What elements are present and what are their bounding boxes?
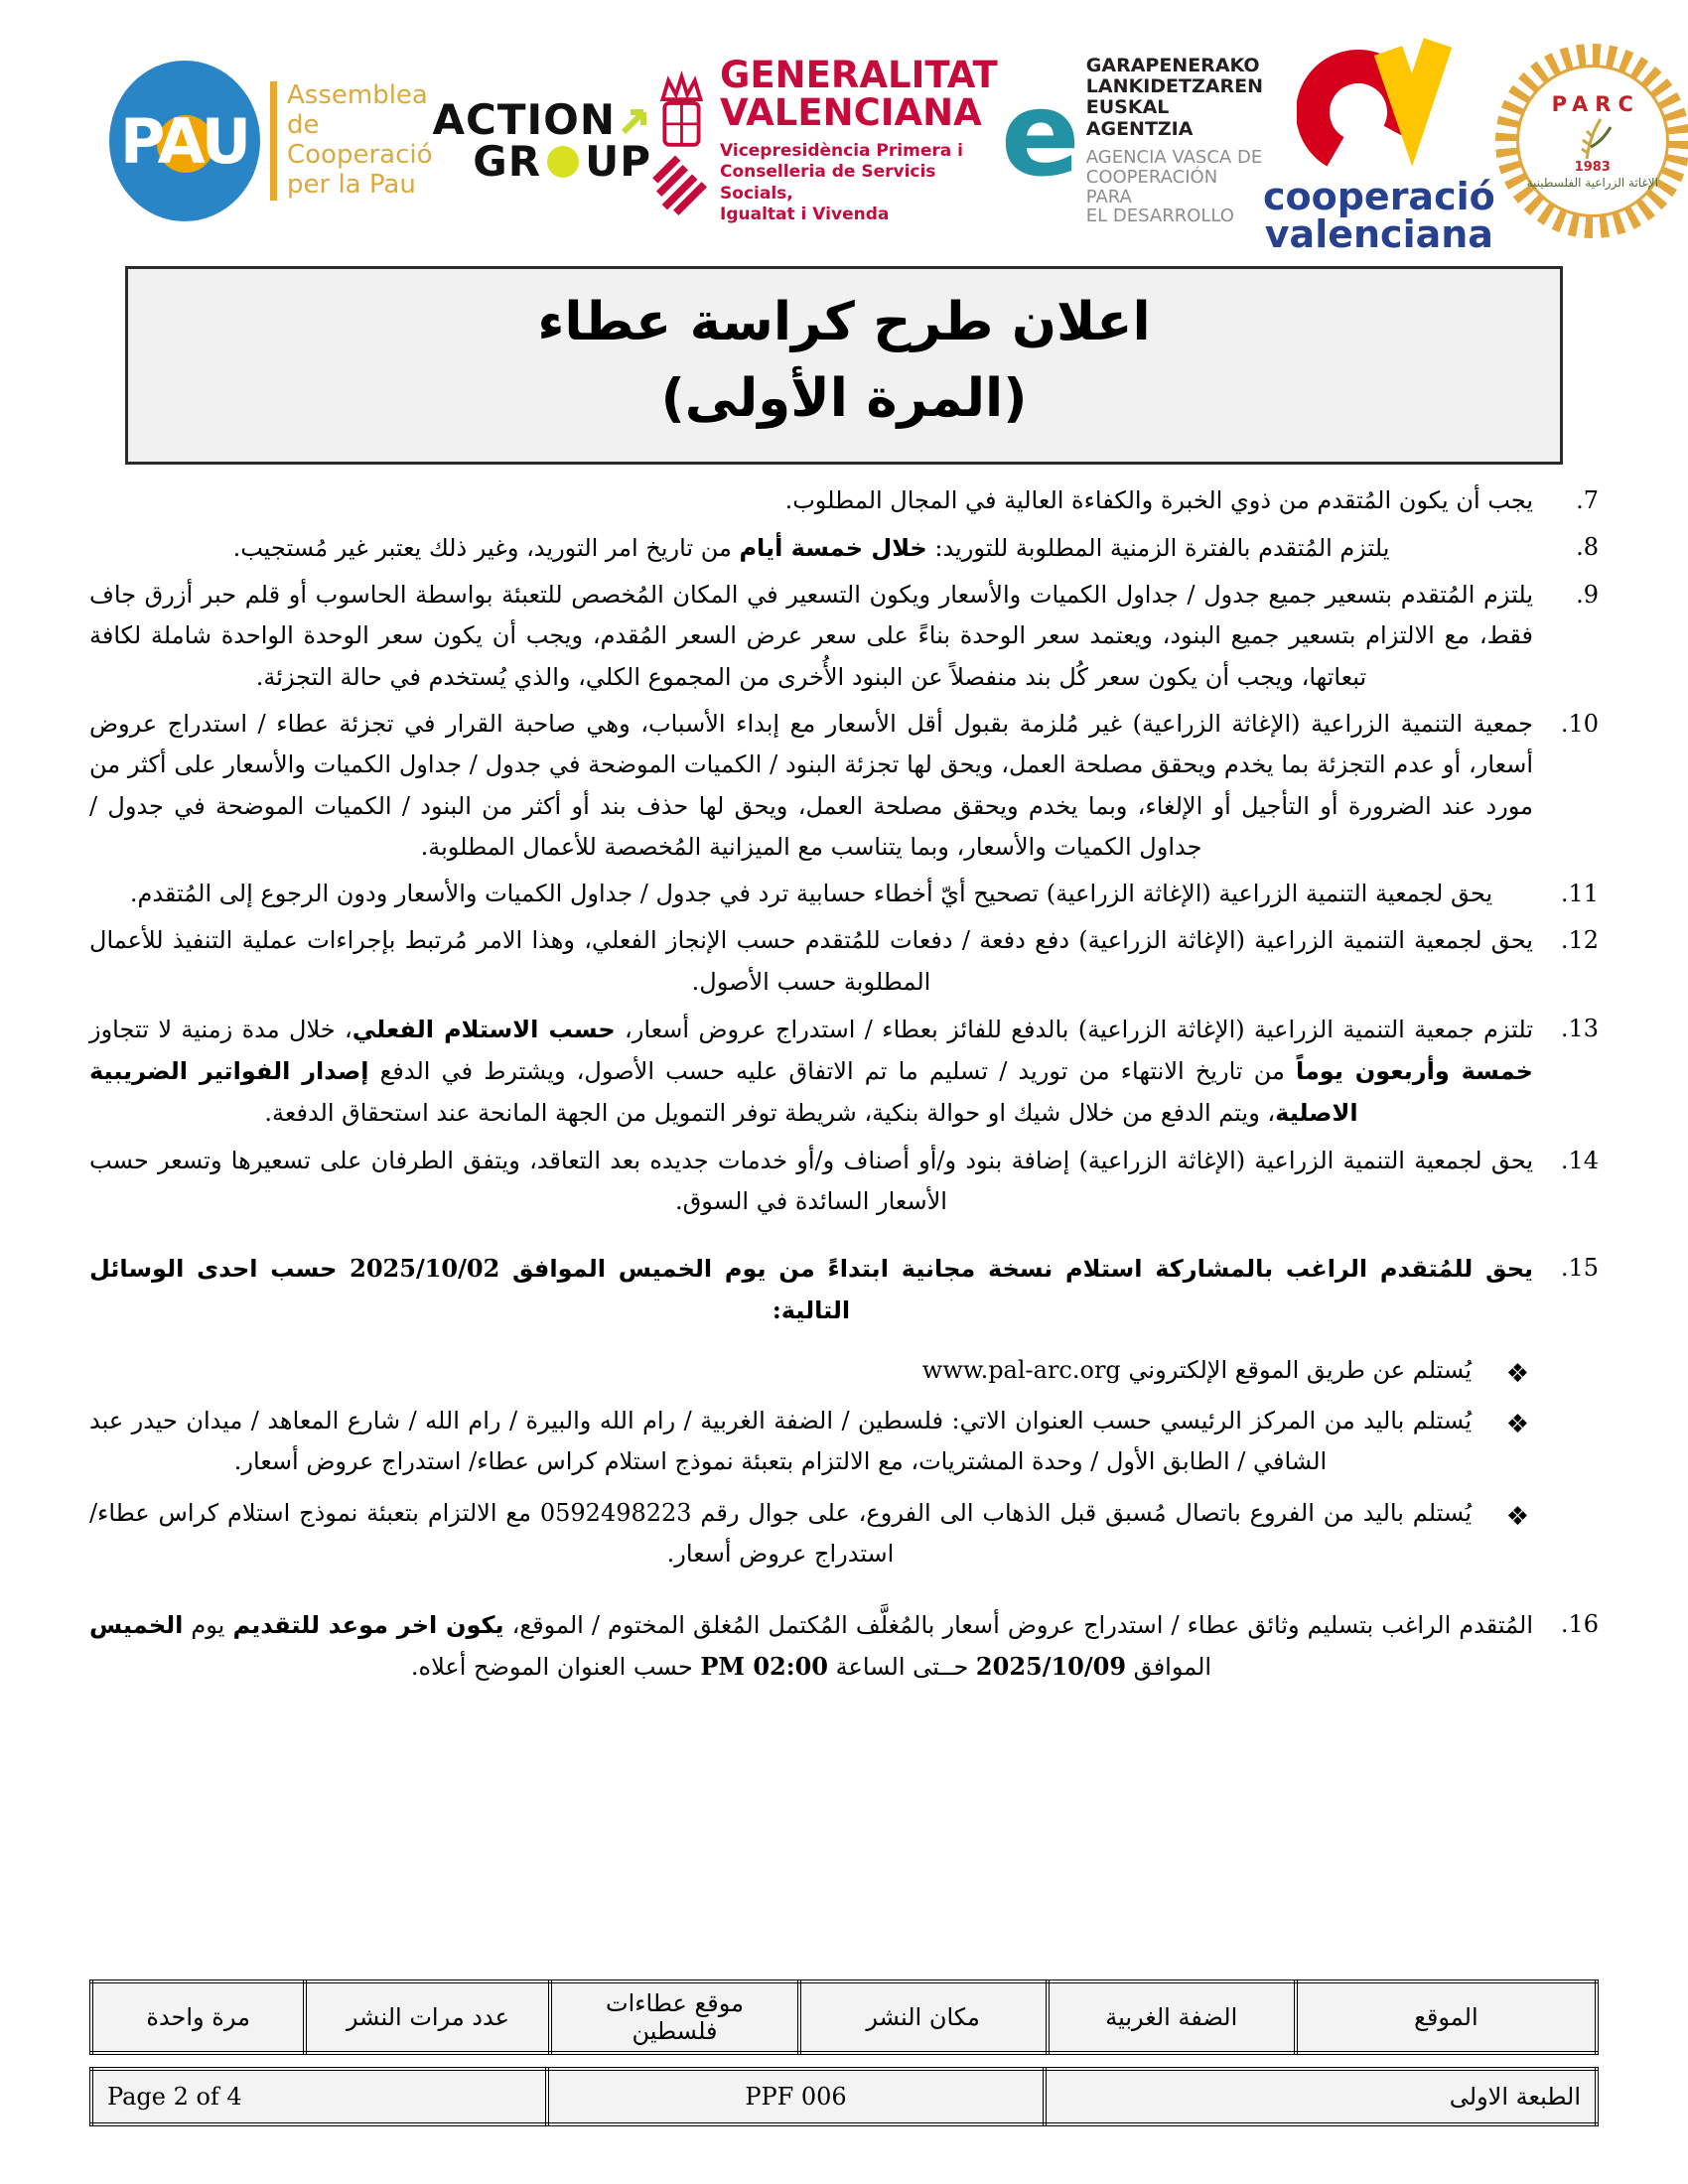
pau-acronym: PAU	[119, 104, 250, 178]
header-logos	[89, 26, 1658, 256]
item-text: يلتزم المُتقدم بالفترة الزمنية المطلوبة للتوريد: خلال خمسة أيام من تاريخ امر التوريد، وغير ذلك يعتبر غير مُستجيب.	[232, 532, 1390, 562]
pau-text-line: per la Pau	[287, 169, 416, 200]
diamond-bullet-icon: ❖	[1505, 1358, 1529, 1389]
item-number: 9.	[1576, 581, 1599, 610]
tender-title-box	[125, 266, 1563, 465]
receive-method-branches	[89, 1493, 1599, 1575]
pau-text-line: Assemblea de	[287, 80, 428, 141]
parc-arabic-name: الإغاثة الزراعية الفلسطينية	[1526, 176, 1658, 190]
generalitat-sub-line: Igualtat i Vivenda	[720, 204, 890, 224]
footer-page-number: Page 2 of 4	[91, 2069, 547, 2124]
pau-text	[287, 81, 433, 201]
list-item-9	[89, 575, 1599, 698]
logo-euskal-agentzia	[1001, 56, 1263, 226]
euskal-name	[1086, 56, 1263, 140]
footer-cell-publish-place-value: موقع عطاءات فلسطين	[550, 1981, 798, 2053]
pau-emblem-icon	[109, 61, 260, 221]
item-text: يحق لجمعية التنمية الزراعية (الإغاثة الزراعية) دفع دفعة / دفعات للمُتقدم حسب الإنجاز الفعلي، وهذا الامر مُرتبط بإجراءات عملية التنفيذ للأعمال المطلوبة حسب الأصول.	[89, 926, 1533, 996]
generalitat-crest-icon	[651, 66, 710, 216]
item-text: يحق للمُتقدم الراغب بالمشاركة استلام نسخة مجانية ابتداءً من يوم الخميس الموافق 2025/10/02 حسب احدى الوسائل التالية:	[89, 1254, 1534, 1325]
item-text: جمعية التنمية الزراعية (الإغاثة الزراعية) غير مُلزمة بقبول أقل الأسعار مع إبداء الأسباب، وهي صاحبة القرار في تجزئة عطاء / استدراج عروض أسعار، أو عدم التجزئة بما يخدم ويحقق مصلحة العمل، ويحق لها تجزئة البنود / الكميات الموضحة في جدول / جداول الكميات والأسعار على أكثر من مورد عند الضرورة أو التأجيل أو الإلغاء، وبما يخدم ويحقق مصلحة العمل، ويحق لها حذف بند أو أكثر من البنود / الكميات الموضحة في جدول / جداول الكميات والأسعار، وبما يتناسب مع الميزانية المُخصصة للأعمال المطلوبة.	[89, 710, 1534, 861]
euskal-subtitle	[1086, 148, 1263, 226]
generalitat-name-line2: VALENCIANA	[720, 90, 982, 134]
action-group-dot-icon	[547, 146, 579, 178]
tender-title-line1: اعلان طرح كراسة عطاء	[537, 292, 1151, 352]
action-group-line2-left: GR	[473, 137, 542, 186]
item-text: يجب أن يكون المُتقدم من ذوي الخبرة والكفاءة العالية في المجال المطلوب.	[784, 485, 1533, 514]
receive-methods-list	[89, 1350, 1599, 1574]
list-item-12	[89, 920, 1599, 1003]
euskal-sub-line: COOPERACIÓN PARA	[1085, 166, 1218, 207]
bullet-text: يُستلم عن طريق الموقع الإلكتروني www.pal-arc.org	[921, 1355, 1472, 1384]
page-footer-table	[89, 2067, 1599, 2126]
list-item-7	[89, 480, 1599, 521]
footer-cell-publish-count-value: مرة واحدة	[91, 1981, 305, 2053]
generalitat-sub-line: Conselleria de Servicis Socials,	[720, 162, 936, 204]
item-text: يحق لجمعية التنمية الزراعية (الإغاثة الزراعية) تصحيح أيّ أخطاء حسابية ترد في جدول / جداول الكميات والأسعار ودون الرجوع إلى المُتقدم.	[129, 880, 1493, 908]
item-number: 11.	[1560, 880, 1599, 908]
euskal-name-line: GARAPENERAKO	[1085, 54, 1260, 76]
wheat-olive-icon	[1571, 117, 1615, 159]
item-text: المُتقدم الراغب بتسليم وثائق عطاء / استدراج عروض أسعار بالمُغلَّف المُكتمل المُغلق المختوم / الموقع، يكون اخر موعد للتقديم يوم الخميس الموافق 2025/10/09 حــتى الساعة 02:00 PM حسب العنوان الموضح أعلاه.	[89, 1610, 1533, 1682]
logo-parc	[1495, 44, 1688, 238]
footer-doc-code: PPF 006	[547, 2069, 1044, 2124]
logo-cooperacio-valenciana	[1262, 29, 1495, 256]
cv-text-line1: cooperació	[1262, 175, 1495, 218]
pau-divider	[270, 81, 277, 201]
item-text: يلتزم المُتقدم بتسعير جميع جدول / جداول الكميات والأسعار ويكون التسعير في المكان المُخصص للتعبئة بواسطة الحاسوب أو قلم حبر أزرق جاف فقط، مع الالتزام بتسعير جميع البنود، ويعتمد سعر الوحدة بناءً على سعر عرض السعر المُقدم، ويجب أن يكون سعر الوحدة الواحدة شاملة لكافة تبعاتها، ويجب أن يكون سعر كُل بند منفصلاً عن البنود الأُخرى من المجموع الكلي، والذي يُستخدم في حالة التجزئة.	[89, 581, 1533, 691]
generalitat-sub-line: Vicepresidència Primera i	[720, 141, 963, 162]
action-group-line1: ACTION	[432, 95, 616, 144]
euskal-e-icon: e	[1000, 65, 1080, 203]
footer-edition: الطبعة الاولى	[1045, 2069, 1597, 2124]
euskal-name-line: EUSKAL AGENTZIA	[1085, 96, 1194, 140]
euskal-name-line: LANKIDETZAREN	[1085, 75, 1263, 98]
list-item-15	[89, 1248, 1599, 1332]
parc-year: 1983	[1574, 160, 1611, 175]
item-number: 10.	[1560, 710, 1599, 739]
diamond-bullet-icon: ❖	[1505, 1501, 1529, 1532]
list-item-14	[89, 1141, 1599, 1223]
tender-conditions-list	[89, 480, 1599, 1689]
item-number: 15.	[1560, 1254, 1599, 1283]
logo-generalitat-valenciana	[651, 53, 1001, 225]
item-number: 7.	[1576, 485, 1599, 514]
logo-action-group	[432, 95, 651, 186]
item-number: 16.	[1560, 1610, 1599, 1639]
parc-acronym: PARC	[1551, 92, 1640, 116]
item-number: 13.	[1560, 1014, 1599, 1042]
cv-mark-icon	[1297, 29, 1461, 178]
publication-info-table	[89, 1979, 1599, 2055]
list-item-11	[89, 874, 1599, 914]
arrow-up-right-icon	[620, 104, 651, 136]
list-item-16	[89, 1604, 1599, 1689]
footer-cell-location-label: الموقع	[1296, 1981, 1597, 2053]
item-number: 14.	[1560, 1146, 1599, 1174]
list-item-10	[89, 704, 1599, 868]
receive-method-main-office	[89, 1401, 1599, 1483]
euskal-sub-line: EL DESARROLLO	[1085, 205, 1234, 227]
pau-text-line: Cooperació	[287, 140, 433, 170]
action-group-line2-right: UP	[585, 137, 651, 186]
footer-cell-location-value: الضفة الغربية	[1048, 1981, 1296, 2053]
cv-text-line2: valenciana	[1264, 212, 1493, 256]
footer-cell-publish-place-label: مكان النشر	[799, 1981, 1048, 2053]
bullet-text: يُستلم باليد من الفروع باتصال مُسبق قبل الذهاب الى الفروع، على جوال رقم 0592498223 مع الالتزام بتعبئة نموذج استلام كراس عطاء/ استدراج عروض أسعار.	[89, 1498, 1473, 1568]
item-text: تلتزم جمعية التنمية الزراعية (الإغاثة الزراعية) بالدفع للفائز بعطاء / استدراج عروض أسعار، حسب الاستلام الفعلي، خلال مدة زمنية لا تتجاوز خمسة وأربعون يوماً من تاريخ الانتهاء من توريد / تسليم ما تم الاتفاق عليه حسب الأصول، ويشترط في الدفع إصدار الفواتير الضريبية الاصلية، ويتم الدفع من خلال شيك او حوالة بنكية، شريطة توفر التمويل من الجهة المانحة عند استحقاق الدفعة.	[89, 1014, 1533, 1128]
list-item-13	[89, 1009, 1599, 1135]
page-footer	[89, 1979, 1599, 2126]
tender-title-line2: (المرة الأولى)	[660, 367, 1028, 429]
logo-pau	[109, 61, 433, 221]
receive-method-website	[89, 1350, 1599, 1391]
footer-cell-publish-count-label: عدد مرات النشر	[305, 1981, 550, 2053]
item-number: 8.	[1576, 532, 1599, 561]
item-text: يحق لجمعية التنمية الزراعية (الإغاثة الزراعية) إضافة بنود و/أو أصناف و/أو خدمات جديده بعد التعاقد، ويتفق الطرفان على تسعيرها وتسعر حسب الأسعار السائدة في السوق.	[89, 1146, 1534, 1215]
generalitat-subtitle	[720, 141, 1001, 225]
item-number: 12.	[1560, 926, 1599, 955]
diamond-bullet-icon: ❖	[1505, 1410, 1529, 1439]
euskal-sub-line: AGENCIA VASCA DE	[1085, 146, 1263, 168]
parc-sunburst-icon	[1495, 44, 1688, 238]
generalitat-name-line1: GENERALITAT	[720, 53, 998, 96]
bullet-text: يُستلم باليد من المركز الرئيسي حسب العنوان الاتي: فلسطين / الضفة الغربية / رام الله والبيرة / رام الله / شارع المعاهد / ميدان حيدر عبد الشافي / الطابق الأول / وحدة المشتريات، مع الالتزام بتعبئة نموذج استلام كراس عطاء/ استدراج عروض أسعار.	[89, 1407, 1472, 1476]
list-item-8	[89, 527, 1599, 569]
